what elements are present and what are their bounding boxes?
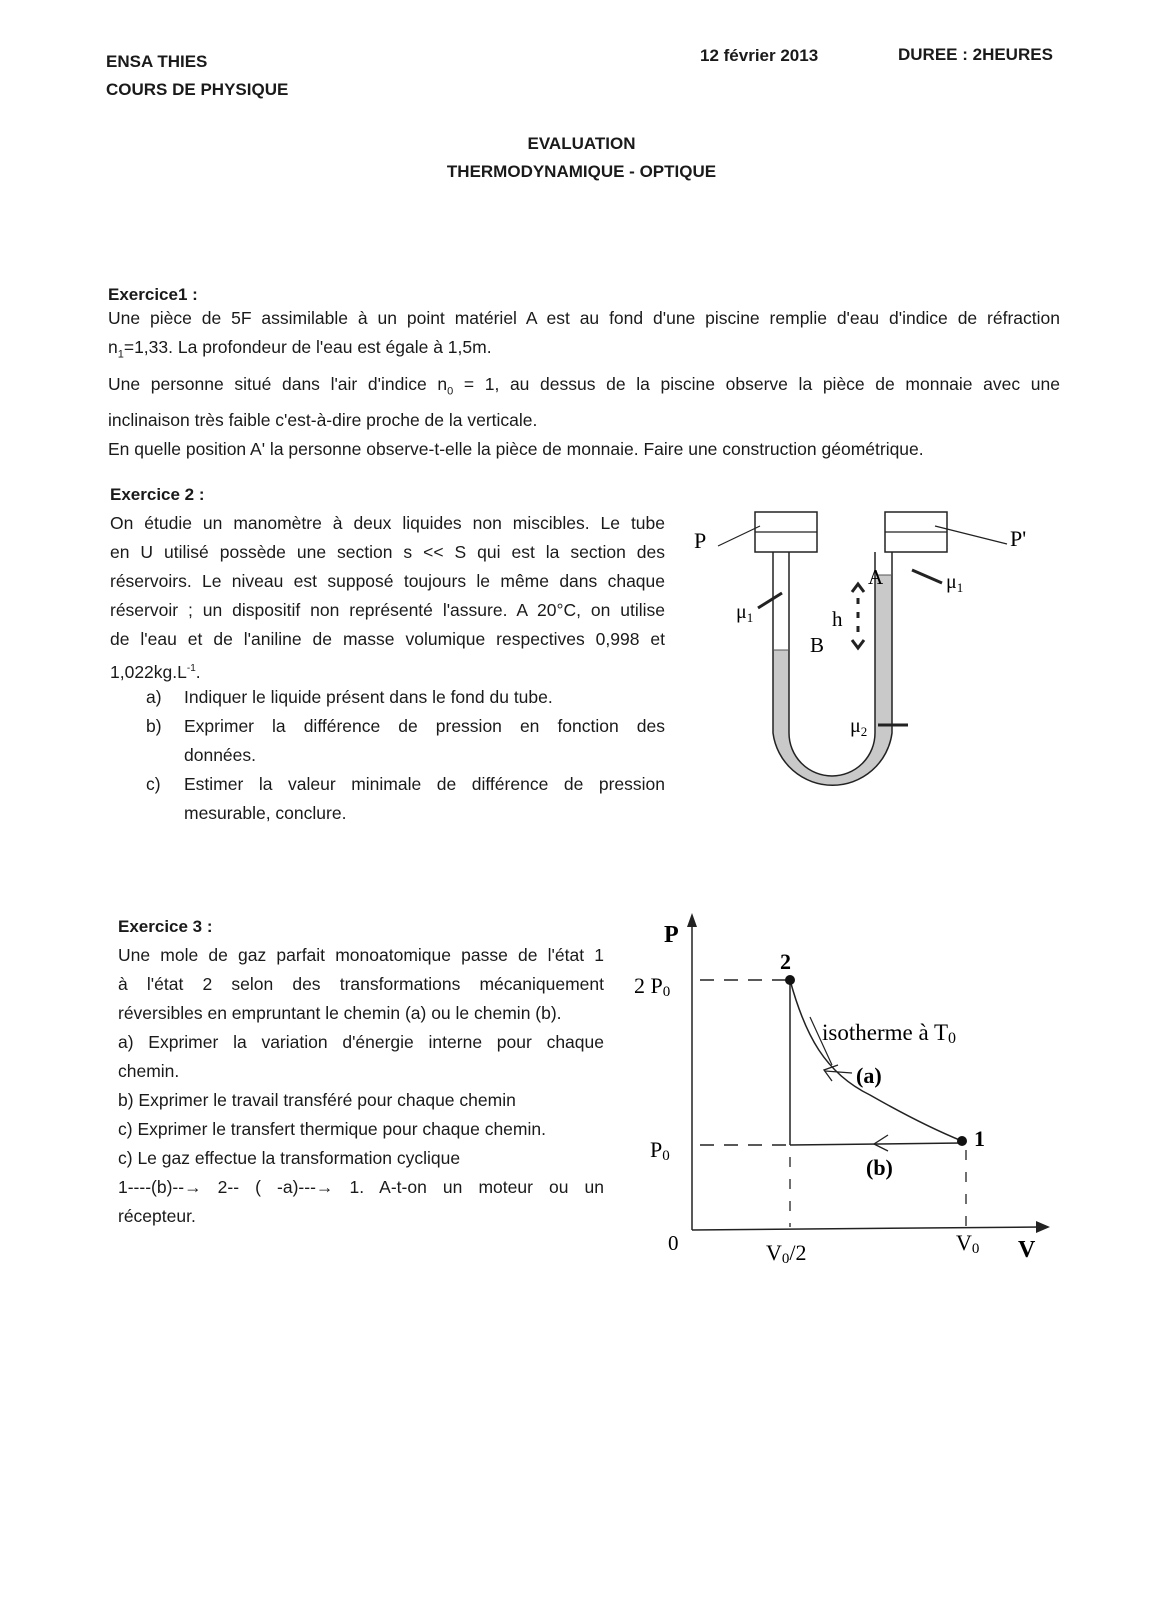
isotherm-curve (790, 980, 962, 1141)
exercise3-line: b) Exprimer le travail transféré pour chaque chemin (118, 1090, 516, 1110)
isotherm-label: isotherme à T0 (822, 1020, 957, 1047)
exam-date: 12 février 2013 (700, 46, 819, 65)
exercise1-line: Une personne situé dans l'air d'indice $n_0 = 1$, au dessus de la piscine observe la pièce de monnaie avec une (108, 373, 1060, 397)
state2-label: 2 (780, 949, 791, 974)
pressure-label-p: P (694, 528, 707, 553)
point-b-label: B (810, 633, 825, 657)
exercise3-title: Exercice 3 : (118, 917, 213, 936)
exercise2-line: réservoirs. Le niveau est supposé toujours le même dans chaque (110, 571, 665, 591)
course-name: COURS DE PHYSIQUE (106, 80, 289, 99)
exercise1-text (108, 304, 1060, 464)
question-a: a) Indiquer le liquide présent dans le fond du tube. (146, 687, 553, 707)
exercise3-line: Une mole de gaz parfait monoatomique passe de l'état 1 (118, 945, 604, 965)
height-label: h (832, 607, 843, 631)
right-column-liquid (875, 575, 892, 723)
point-a-label: A (868, 565, 884, 589)
exercise3-line: réversibles en empruntant le chemin (a) ou le chemin (b). (118, 1003, 562, 1023)
p-axis-label: P (664, 922, 679, 948)
exercise3-text (118, 941, 604, 1231)
exercise2-line: de l'eau et de l'aniline de masse volumique respectives 0,998 et (110, 629, 665, 649)
exercise2-line: en U utilisé possède une section s << S qui est la section des (110, 542, 665, 562)
v-axis (692, 1227, 1042, 1230)
state2-point (785, 975, 795, 985)
state1-label: 1 (974, 1126, 985, 1151)
height-arrow (852, 584, 864, 648)
manometer-figure (680, 500, 1040, 820)
exercise1-line: En quelle position A' la personne observe-t-elle la pièce de monnaie. Faire une construction géométrique. (108, 439, 924, 459)
exercise2-text (110, 509, 665, 687)
mu1-right-label: $\mu_1$ (946, 571, 964, 595)
state1-point (957, 1136, 967, 1146)
page-subtitle: THERMODYNAMIQUE - OPTIQUE (446, 162, 717, 181)
question-b: b) Exprimer la différence de pression en fonction des (146, 716, 665, 736)
exercise2-title: Exercice 2 : (110, 485, 205, 504)
lower-liquid (773, 650, 892, 785)
exercise1-title: Exercice1 : (108, 285, 198, 304)
exercise3-line: récepteur. (118, 1206, 196, 1226)
school-name: ENSA THIES (106, 52, 208, 71)
exercise1-line: Une pièce de 5F assimilable à un point matériel A est au fond d'une piscine remplie d'eau d'indice de réfraction (108, 308, 1060, 328)
p0-label: P0 (650, 1137, 670, 1164)
question-c-cont: mesurable, conclure. (184, 803, 347, 823)
path-a-label: (a) (856, 1063, 882, 1088)
exercise3-line: c) Exprimer le transfert thermique pour chaque chemin. (118, 1119, 546, 1139)
pv-diagram (620, 905, 1060, 1265)
exercise3-line: 1----(b)--→ 2-- ( -a)---→ 1. A-t-on un moteur ou un (118, 1177, 604, 1197)
two-p0-label: 2 P0 (634, 973, 671, 1000)
exercise3-line: a) Exprimer la variation d'énergie interne pour chaque (118, 1032, 604, 1052)
exercise2-line: réservoir ; un dispositif non représenté l'assure. A 20°C, on utilise (110, 600, 665, 620)
exercise3-line: c) Le gaz effectue la transformation cyclique (118, 1148, 461, 1168)
exercise1-line: $n_1=1,33$. La profondeur de l'eau est égale à 1,5m. (108, 337, 492, 361)
pressure-label-pprime: P' (1010, 526, 1027, 551)
question-c: c) Estimer la valeur minimale de différence de pression (146, 774, 665, 794)
exercise3-line: chemin. (118, 1061, 180, 1081)
exercise3-line: à l'état 2 selon des transformations mécaniquement (118, 974, 604, 994)
v0-half-label: V0/2 (766, 1240, 807, 1265)
mu1-left-label: $\mu_1$ (736, 601, 754, 625)
exercise1-line: inclinaison très faible c'est-à-dire proche de la verticale. (108, 410, 538, 430)
exercise2-line: $1,022kg.L^{-1}$. (110, 661, 201, 682)
v-axis-label: V (1018, 1237, 1036, 1263)
path-b-label: (b) (866, 1155, 893, 1180)
origin-label: 0 (668, 1231, 679, 1255)
question-b-cont: données. (184, 745, 257, 765)
u-tube-inner (789, 552, 875, 776)
v0-label: V0 (956, 1230, 980, 1257)
exercise2-line: On étudie un manomètre à deux liquides non miscibles. Le tube (110, 513, 665, 533)
page-title: EVALUATION (527, 134, 636, 153)
exercise2-questions (146, 683, 665, 828)
mu2-label: $\mu_2$ (850, 715, 868, 739)
exam-duration: DUREE : 2HEURES (898, 45, 1053, 64)
